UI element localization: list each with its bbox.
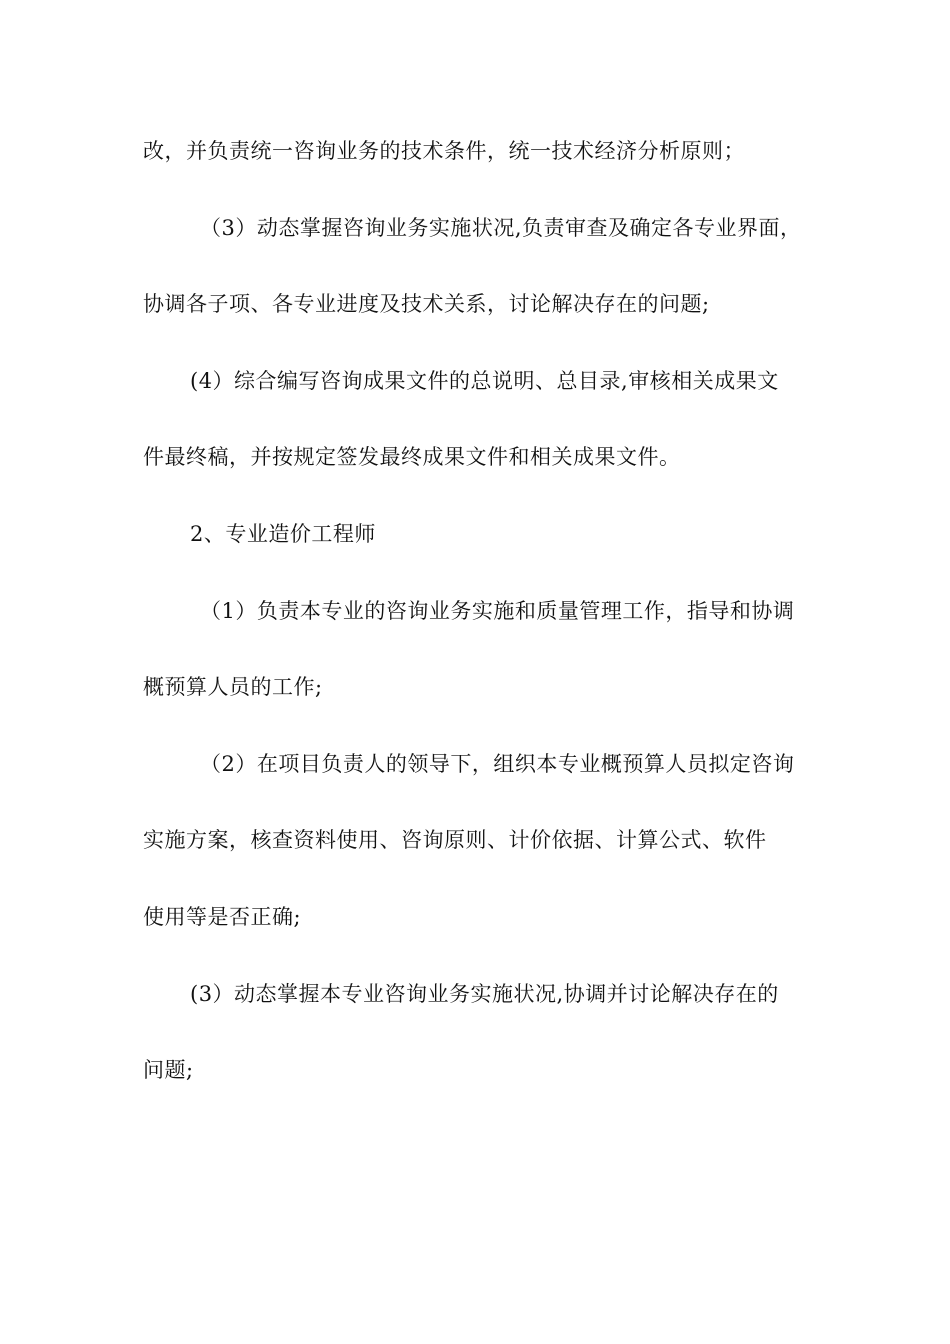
- text-line-1: 改，并负责统一咨询业务的技术条件，统一技术经济分析原则；: [143, 139, 745, 163]
- text-line-5: 件最终稿，并按规定签发最终成果文件和相关成果文件。: [143, 445, 681, 469]
- text-line-9: （2）在项目负责人的领导下，组织本专业概预算人员拟定咨询: [200, 752, 795, 776]
- text-line-4: (4）综合编写咨询成果文件的总说明、总目录,审核相关成果文: [190, 369, 779, 393]
- text-line-11: 使用等是否正确;: [143, 905, 302, 929]
- text-line-7: （1）负责本专业的咨询业务实施和质量管理工作，指导和协调: [200, 599, 795, 623]
- text-line-12: (3）动态掌握本专业咨询业务实施状况,协调并讨论解决存在的: [190, 982, 779, 1006]
- text-line-8: 概预算人员的工作;: [143, 675, 323, 699]
- text-line-2: （3）动态掌握咨询业务实施状况,负责审查及确定各专业界面，: [200, 216, 802, 240]
- text-line-13: 问题;: [143, 1058, 194, 1082]
- text-line-3: 协调各子项、各专业进度及技术关系，讨论解决存在的问题;: [143, 292, 710, 316]
- text-line-10: 实施方案，核查资料使用、咨询原则、计价依据、计算公式、软件: [143, 828, 767, 852]
- section-heading: 2、专业造价工程师: [190, 522, 376, 546]
